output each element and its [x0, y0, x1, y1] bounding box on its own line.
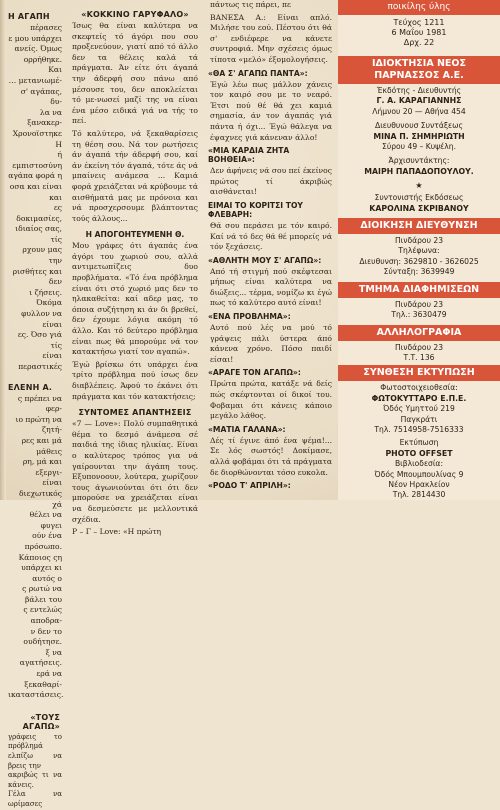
text-line: ερά να ξεκαθαρί-: [24, 669, 62, 689]
text-line: είναι περαστικές: [18, 351, 62, 371]
advertising-block: [338, 300, 500, 321]
col1-fragment-heading: Η ΑΓΑΠΗ: [8, 12, 50, 21]
text-line: ρισθήτες και δεν: [12, 266, 62, 287]
article-paragraph: πάντως τις πάρει, πε: [210, 0, 291, 9]
correspondence-address: Πινδάρου 23: [394, 342, 444, 352]
text-line: ρες και μά μάθεις: [21, 435, 62, 456]
article-paragraph: Έγώ βρίσκω ότι υπάρχει ένα τρίτο πρόβλημα πού ίσως δεν διαβλέπεις. Άφού το έκάνει ότι πράγματα και τόν κατακτήσεις;: [72, 359, 198, 401]
publisher-block: [338, 86, 500, 117]
postal-code: Τ.Τ. 136: [403, 352, 435, 362]
typesetting-label: Φωτοστοιχειοθεσία:: [380, 383, 458, 393]
text-line: ανείς. Όμως: [14, 44, 62, 54]
text-line: οσα και είναι και: [9, 181, 62, 202]
issue-info: [338, 18, 500, 48]
text-line: … μετανιωμέ-: [8, 75, 62, 85]
advertising-phone: Τηλ.: 3630479: [391, 310, 447, 320]
text-line: ι ζήσεις. Όκόμα: [29, 287, 62, 308]
text-line: ακριβώς τι να κάνεις.: [8, 771, 62, 789]
text-line: Χρονοϊστηκε Η: [12, 128, 62, 149]
article-paragraph: Ίσως θα είναι καλύτερα να σκεφτείς τό άγόρι που σου προξενεύουν, γιατί από τό άλλο δεν τα θέλεις καλά τά πράγματα. Άν είτε ότι άγαπά την άδερφή σου πάνω από μέσουσε του, δεν αποκλείεται τό με-νωσεί μαζί της να είναι ένα μέσο ειδικά γιά να τής το πεί.: [72, 21, 198, 126]
typesetting-district: Παγκράτι: [400, 414, 438, 424]
phones-label: Τηλέφωνα:: [398, 246, 440, 256]
coordinator-block: [338, 193, 500, 214]
correspondence-bar: ΑΛΛΗΛΟΓΡΑΦΙΑ: [338, 325, 500, 341]
chief-editor-name: ΜΑΙΡΗ ΠΑΠΑΔΟΠΟΥΛΟΥ.: [364, 166, 474, 176]
col1-heading-tous-agapo: «ΤΟΥΣ ΑΓΑΠΩ»: [22, 712, 60, 731]
reply-heading: «ΘΑ Σ' ΑΓΑΠΩ ΠΑΝΤΑ»:: [208, 68, 308, 78]
typesetting-address: Όδός Υμηττού 219: [383, 404, 455, 414]
reply-heading: «ΑΘΛΗΤΗ ΜΟΥ Σ' ΑΓΑΠΩ»:: [208, 255, 322, 265]
article-paragraph: Θά σου περάσει με τόν καιρό. Καί νά τό δες θά θέ μπορείς νά τόν ξεχάσεις.: [210, 220, 332, 252]
binding-phone: Τηλ. 2814430: [392, 490, 446, 500]
editor-label: Διευθυνουσ Συντάξεως: [375, 121, 463, 131]
text-line: ε μου υπάρχει: [8, 33, 62, 43]
article-paragraph: Πρώτα πρώτα, κατάξε νά δείς πώς σκέφτονται οί δικοί του. Φοβαμαι ότι κάνεις κάποιο μεγάλο λάθος.: [210, 379, 332, 421]
text-line: ελπίζω να βρεις την: [8, 752, 62, 770]
editor-address: Σύρου 49 – Κυψέλη.: [382, 142, 456, 152]
chief-editor-label: Άρχισυντάκτης:: [388, 156, 450, 166]
reply-heading: «ΑΡΑΓΕ ΤΟΝ ΑΓΑΠΩ»:: [208, 368, 301, 378]
text-line: ορρήθηκε. Και: [23, 54, 62, 75]
administration-bar: ΔΙΟΙΚΗΣΗ ΔΙΕΥΘΥΝΣΗ: [338, 218, 500, 234]
binding-address: Όδός Μπουμπουλίνας 9: [374, 469, 464, 479]
text-line: φυλλον να είναι: [21, 309, 62, 329]
reply-heading: «ΡΟΔΟ Τ' ΑΠΡΙΛΗ»:: [208, 481, 291, 491]
administration-block: [338, 236, 500, 278]
article-paragraph: Αυτό πού λές να μού τό γράψεις πάλι ύστερα άπό κάνενα χρόνο. Πόσο παιδί είσαι!: [210, 323, 332, 364]
printing-block: [338, 383, 500, 500]
advertising-address: Πινδάρου 23: [394, 299, 444, 309]
text-line: ς πρέπει να φερ-: [17, 393, 62, 414]
text-line: λα να ξανακερ-: [27, 107, 62, 128]
reply-heading: «ΜΙΑ ΚΑΡΔΙΑ ΖΗΤΑ ΒΟΗΘΕΙΑ»:: [208, 146, 290, 165]
text-line: ες δοκιμασίες,: [16, 203, 62, 223]
article-paragraph: Ρ – Γ – Love: «Η πρώτη: [72, 527, 162, 537]
article-title-kokkino-garyfalo: «ΚΟΚΚΙΝΟ ΓΑΡΥΦΑΛΟ»: [81, 10, 189, 19]
issue-price: Δρχ. 22: [403, 38, 435, 47]
text-line: Κάποιος ςη: [18, 552, 62, 562]
article-paragraph: Έγώ λέω πως μάλλον χάνεις τον καιρό σου με το νεαρό. Έτσι πού θέ θά χει καμιά σημασία, άν τον άγαπάς γιά πάντα ή όχι... Έγώ θάλεγα να έψαχνες γιά κάνεναν άλλο!: [210, 79, 332, 142]
article-paragraph: ΒΑΝΕΣΑ Α.: Είναι απλό. Μιλήσε του εού. Πέστου ότι θά σ' ενδιέφερε να κάνετε συντροφιά. Μην σχέσεις όμως τίποτα «μελό» έξομολογήσεις.: [210, 12, 332, 64]
chief-editor-block: [338, 156, 500, 177]
publisher-name: Γ. Α. ΚΑΡΑΓΙΑΝΝΗΣ: [376, 96, 462, 106]
coordinator-name: ΚΑΡΟΛΙΝΑ ΣΚΡΙΒΑΝΟΥ: [369, 203, 469, 213]
text-line: ξ να αγατήσεις.: [19, 647, 62, 668]
column-1: [0, 0, 64, 808]
binding-district: Νέον Ηρακλείον: [388, 479, 450, 489]
text-line: ικαταστάσεις.: [8, 690, 64, 700]
management-phones: Διευθυνση: 3629810 - 3626025: [359, 256, 479, 266]
editor-name: ΜΙΝΑ Π. ΣΗΜΗΡΙΩΤΗ: [373, 131, 465, 141]
printing-bar: ΣΥΝΘΕΣΗ ΕΚΤΥΠΩΣΗ: [338, 365, 500, 381]
article-paragraph: Από τή στιγμή πού σκέφτεσαι μήπως είναι καλύτερα να διώξεις... τέρμα, νομίζω κι έγώ πως τό καλύτερο αυτό είναι!: [210, 266, 332, 308]
binding-label: Βιβλιοδεσία:: [394, 459, 444, 469]
text-line: ς εντελώς αποδρα-: [23, 605, 62, 626]
press-label: Εκτύπωση: [399, 438, 439, 448]
text-line: Γέλα να ωρίμασες: [8, 790, 62, 808]
col1-text-block: [0, 23, 64, 373]
imprint-column: [338, 0, 500, 500]
issue-number: Τεύχος 1211: [393, 18, 445, 27]
col1-text-block-2: [0, 394, 64, 701]
col1-heading-eleni: ΕΛΕΝΗ Α.: [8, 382, 53, 392]
text-line: ς ρωτώ να βάλει του: [22, 584, 62, 604]
text-line: ιδιαίος σας, τίς: [15, 224, 62, 244]
text-line: ρη, μά και εξεργι-: [22, 457, 62, 477]
text-line: σ' αγάπας, δυ-: [20, 86, 62, 107]
text-line: ες. Όσο γιά τίς: [17, 330, 62, 350]
page-gutter-shadow: [0, 0, 6, 500]
article-title-syntomes-apantiseis: ΣΥΝΤΟΜΕΣ ΑΠΑΝΤΗΣΕΙΣ: [78, 408, 192, 418]
advertising-bar: ΤΜΗΜΑ ΔΙΑΦΗΜΙΣΕΩΝ: [338, 282, 500, 298]
reply-heading: ΕΙΜΑΙ ΤΟ ΚΟΡΙΤΣΙ ΤΟΥ ΦΛΕΒΑΡΗ:: [208, 200, 303, 219]
text-line: θέλει να φυγει: [29, 510, 62, 530]
reply-heading: «ΕΝΑ ΠΡΟΒΛΗΜΑ»:: [208, 312, 291, 322]
article-paragraph: «7 — Love»: Πολύ συμπαθητικά θέμα το δεσμό άνάμεσα σέ παιδιά της ίδιας ηλικίας. Είναι ο καλύτερος τρόπος για νά γαίρουνται την άγάπη τους. Εξυπονοουν, λούτερα, χωρίζουν τους άγωνιούνται ότι ότι δεν μπορούσε να χρειάζεται είναι να δεσμεύσετε με μελλοντικά σχέδια.: [72, 419, 198, 524]
ownership-bar: ΙΔΙΟΚΤΗΣΙΑ ΝΕΟΣ ΠΑΡΝΑΣΣΟΣ Α.Ε.: [338, 56, 500, 84]
editorial-phone: Σύνταξη: 3639949: [383, 267, 455, 277]
administration-address: Πινδάρου 23: [394, 236, 444, 246]
coordinator-label: Συντονιστής Εκδόσεως: [374, 193, 464, 203]
article-paragraph: Τό καλύτερο, νά ξεκαθαρίσεις τη θέση σου. Νά τον ρωτήσεις άν άγαπά τήν άδερφή σου, καί άν έκείνη τόν άγαπά, τότε άς νά μπαίνεις ανάμεσα ... Καμιά φορά χρειάζεται νά κρύβουμε τά αισθήματά μας με πρόνοια και νά προσχερσουμε βλάπτοντας τούς άλλους...: [72, 128, 198, 223]
star-ornament-icon: ★: [415, 181, 423, 191]
text-line: ιο πρώτη να ζητή-: [15, 414, 62, 435]
text-line: ούν ένα πρόσωπο.: [24, 531, 62, 551]
article-paragraph: Δεν άφήνεις νά σου πεί έκείνος πρώτος τί άκριβώς αισθάνεται!: [210, 166, 332, 197]
article-title-apogoiteumeni: Η ΑΠΟΓΟΗΤΕΥΜΕΝΗ Θ.: [85, 230, 185, 240]
text-line: ή εμπιστοσύνη: [12, 150, 62, 170]
press-name: PHOTO OFFSET: [385, 448, 453, 458]
typesetting-phone: Τηλ. 7514958-7516333: [374, 424, 464, 434]
col1-text-block-3: [0, 733, 64, 810]
text-line: γράφεις το πρόβλημά: [8, 732, 62, 751]
text-line: αγάπα φορά η: [8, 171, 62, 181]
masthead-strip: ποικίλης ύλης: [338, 0, 500, 15]
reply-heading: «ΜΑΤΙΑ ΓΑΛΑΝΑ»:: [208, 424, 286, 434]
text-line: υπάρχει κι αυτός ο: [21, 563, 62, 583]
column-2: [70, 0, 200, 537]
article-paragraph: Μου γράφες ότι άγαπάς ένα άγόρι του χωριού σου, αλλά αντιμετωπίζεις δυο προβλήματα. «Τό ένα πρόβλημα είναι ότι στό χωριό μας δεν το ηλακαθείτα: καί αδερ μας, το όποια συζήτηση κι άν δι βρεθεί, δεν έχουμε λόγια ακόμη τό άλλο. Και τό δεύτερο πρόβλημα είναι πως θά μπορούμε νά τον κατακτήσω γιατί τον αγαπώ».: [72, 241, 198, 357]
typesetting-company: ΦΩΤΟΚΥΤΤΑΡΟ Ε.Π.Ε.: [371, 393, 467, 403]
issue-date: 6 Μαΐου 1981: [391, 28, 447, 37]
text-line: ρχουν μας την: [22, 245, 62, 266]
publisher-label: Έκδότης - Διευθυντής: [376, 86, 462, 95]
publisher-address: Λήμνου 20 — Αθήνα 454: [372, 106, 466, 116]
text-line: πέρασες: [30, 23, 62, 32]
editor-block: [338, 121, 500, 152]
correspondence-block: [338, 343, 500, 364]
column-3: [208, 0, 334, 500]
text-line: ν δεν το ουδήτησε.: [23, 626, 62, 647]
article-paragraph: Δές τί έγινε άπό ένα ψέμα!... Σε λός σωστός! Δοκίμασε, αλλά φοβάμαι ότι τά πράγματα δε διορθώνονται τόσο ευκολα.: [210, 435, 332, 477]
text-line: είναι διεχωτικός χά: [18, 478, 62, 509]
